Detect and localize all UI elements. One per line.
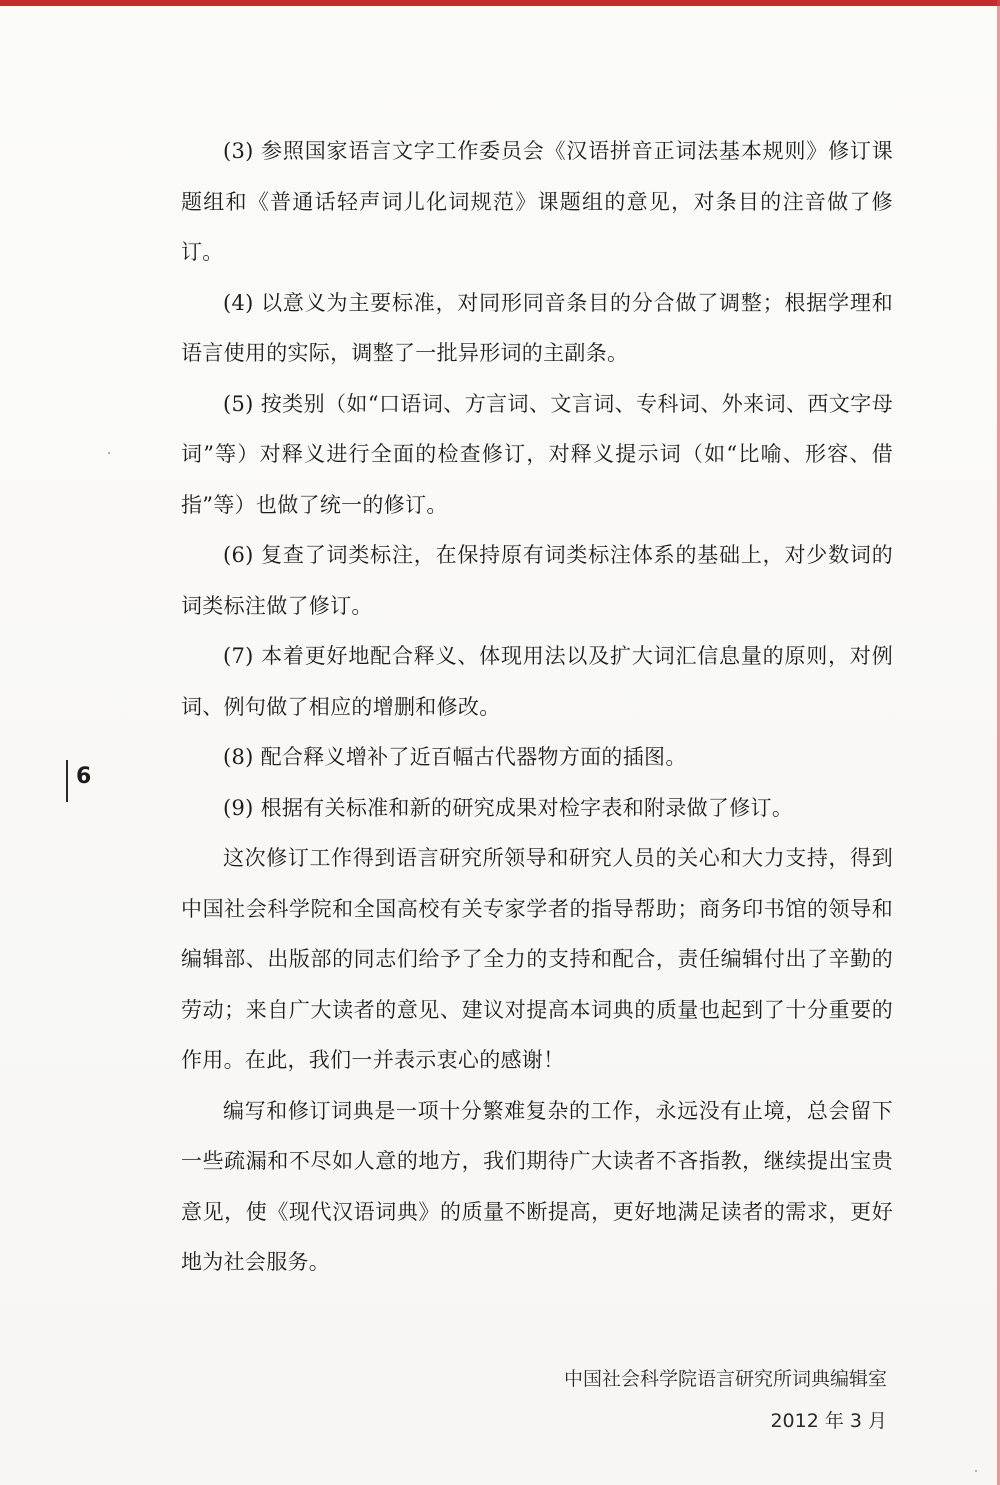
paragraph-closing: 编写和修订词典是一项十分繁难复杂的工作，永远没有止境，总会留下一些疏漏和不尽如人意的地方，我们期待广大读者不吝指教，继续提出宝贵意见，使《现代汉语词典》的质量不断提高，更好地满足读者的需求，更好地为社会服务。 (181, 1098, 893, 1274)
paragraph-acknowledgements: 这次修订工作得到语言研究所领导和研究人员的关心和大力支持，得到中国社会科学院和全国高校有关专家学者的指导帮助；商务印书馆的领导和编辑部、出版部的同志们给予了全力的支持和配合，责任编辑付出了辛勤的劳动；来自广大读者的意见、建议对提高本词典的质量也起到了十分重要的作用。在此，我们一并表示衷心的感谢！ (181, 846, 893, 1072)
signature-block (564, 1358, 887, 1442)
signature-organization: 中国社会科学院语言研究所词典编辑室 (563, 1368, 887, 1390)
paper-speck (108, 452, 110, 454)
signature-date: 2012 年 3 月 (770, 1410, 887, 1432)
paper-speck (975, 1470, 977, 1472)
body-text (181, 126, 893, 1288)
paragraph-item-3: (3) 参照国家语言文字工作委员会《汉语拼音正词法基本规则》修订课题组和《普通话轻声词儿化词规范》课题组的意见，对条目的注音做了修订。 (181, 139, 893, 264)
paragraph-item-6: (6) 复查了词类标注，在保持原有词类标注体系的基础上，对少数词的词类标注做了修订。 (181, 543, 893, 618)
paragraph-item-4: (4) 以意义为主要标准，对同形同音条目的分合做了调整；根据学理和语言使用的实际，调整了一批异形词的主副条。 (181, 290, 893, 365)
paragraph-item-7: (7) 本着更好地配合释义、体现用法以及扩大词汇信息量的原则，对例词、例句做了相应的增删和修改。 (181, 644, 893, 719)
paragraph-item-8: (8) 配合释义增补了近百幅古代器物方面的插图。 (223, 745, 687, 769)
paragraph-item-5: (5) 按类别（如“口语词、方言词、文言词、专科词、外来词、西文字母词”等）对释义进行全面的检查修订，对释义提示词（如“比喻、形容、借指”等）也做了统一的修订。 (181, 391, 893, 517)
page-number: 6 (76, 764, 92, 789)
paragraph-item-9: (9) 根据有关标准和新的研究成果对检字表和附录做了修订。 (223, 795, 794, 820)
page-top-edge (0, 0, 1000, 6)
page-number-rule (66, 760, 68, 802)
